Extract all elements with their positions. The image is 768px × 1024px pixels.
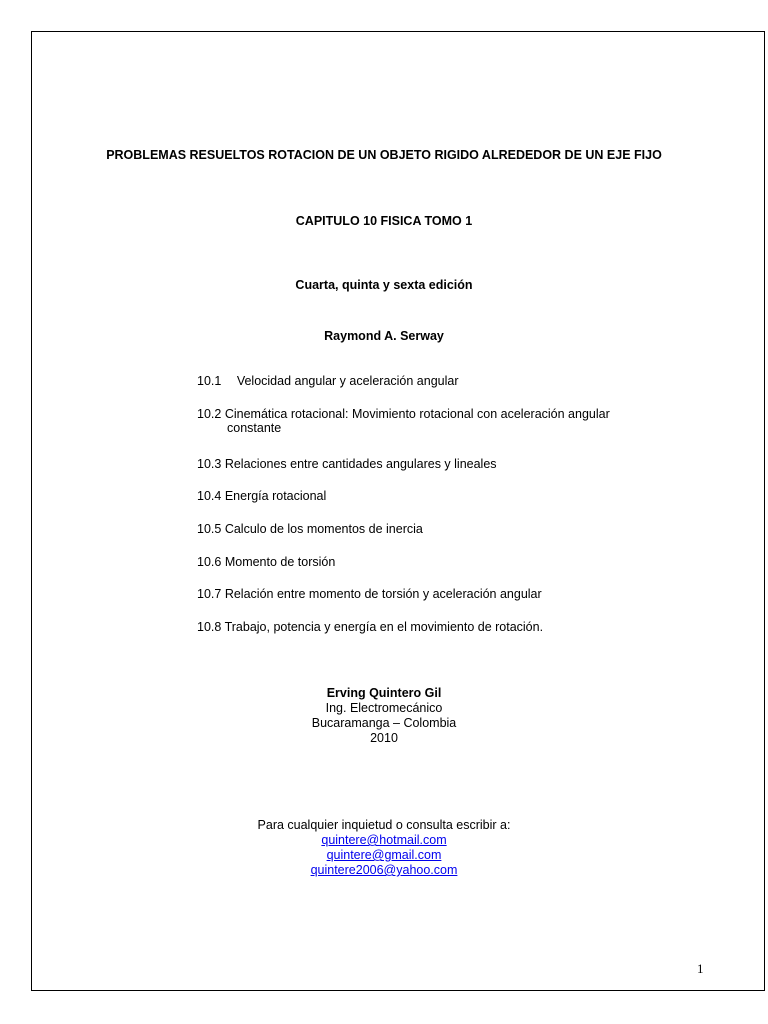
page-number: 1 [697,961,704,976]
toc-item [197,457,497,471]
author-signature [0,686,768,746]
toc-item [197,555,335,569]
toc-number: 10.6 [197,555,222,569]
author-year: 2010 [370,731,398,745]
chapter-heading: CAPITULO 10 FISICA TOMO 1 [295,214,473,228]
toc-label: Energía rotacional [224,489,327,503]
toc-number: 10.7 [197,587,222,601]
toc-number: 10.5 [197,522,222,536]
book-author: Raymond A. Serway [324,329,444,343]
toc-number: 10.4 [197,489,222,503]
toc-label: Trabajo, potencia y energía en el movimiento de rotación. [224,620,544,634]
toc-item [197,489,326,503]
toc-label: Cinemática rotacional: Movimiento rotacional con aceleración angular [224,407,610,421]
email-link-gmail[interactable]: quintere@gmail.com [326,848,442,862]
toc-label: Calculo de los momentos de inercia [224,522,423,536]
toc-item [197,407,677,435]
toc-number: 10.1 [197,374,222,388]
author-location: Bucaramanga – Colombia [311,716,457,730]
author-name: Erving Quintero Gil [326,686,442,700]
toc-label-continuation: constante [227,421,282,435]
contact-intro: Para cualquier inquietud o consulta escribir a: [257,818,511,832]
author-profession: Ing. Electromecánico [325,701,443,715]
toc-number: 10.8 [197,620,222,634]
toc-item [197,374,459,388]
contact-block [0,818,768,878]
toc-label: Momento de torsión [224,555,336,569]
toc-label: Relaciones entre cantidades angulares y lineales [224,457,497,471]
toc-number: 10.3 [197,457,222,471]
email-link-hotmail[interactable]: quintere@hotmail.com [321,833,447,847]
toc-number: 10.2 [197,407,222,421]
toc-item [197,620,543,634]
toc-label: Relación entre momento de torsión y aceleración angular [224,587,542,601]
toc-label: Velocidad angular y aceleración angular [236,374,459,388]
toc-item [197,587,542,601]
document-title: PROBLEMAS RESUELTOS ROTACION DE UN OBJETO RIGIDO ALREDEDOR DE UN EJE FIJO [106,148,662,162]
edition-heading: Cuarta, quinta y sexta edición [295,278,473,292]
email-link-yahoo[interactable]: quintere2006@yahoo.com [310,863,458,877]
toc-item [197,522,423,536]
